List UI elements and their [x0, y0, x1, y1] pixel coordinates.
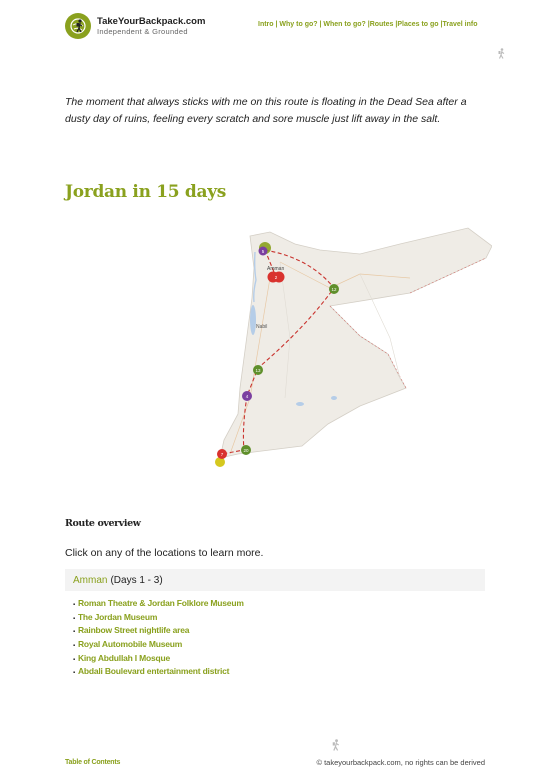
map-marker-7[interactable]: [215, 449, 227, 467]
route-map[interactable]: [210, 218, 492, 480]
section-title: Jordan in 15 days: [65, 182, 227, 202]
dead-sea: [250, 305, 256, 335]
lake: [296, 402, 304, 406]
route-overview-intro: Click on any of the locations to learn more.: [65, 547, 264, 559]
nav-why-to-go[interactable]: Why to go?: [279, 21, 318, 28]
route-overview-title: Route overview: [65, 518, 141, 529]
poi-item[interactable]: ▪ Roman Theatre & Jordan Folklore Museum: [73, 597, 244, 611]
site-logo[interactable]: [65, 13, 205, 39]
lake: [331, 396, 337, 400]
globe-hiker-icon: [65, 13, 91, 39]
map-label-nabil: Nabil: [256, 324, 268, 330]
svg-text:20: 20: [243, 448, 249, 453]
top-navigation: Intro | Why to go? | When to go? |Routes |Places to go |Travel info: [258, 21, 478, 28]
poi-item[interactable]: ▪ Rainbow Street nightlife area: [73, 624, 244, 638]
poi-item[interactable]: ▪ King Abdullah I Mosque: [73, 652, 244, 666]
svg-text:12: 12: [331, 287, 337, 292]
location-accordion-amman[interactable]: [65, 569, 485, 591]
poi-list: [73, 597, 244, 679]
copyright-notice: © takeyourbackpack.com, no rights can be derived: [316, 758, 485, 767]
map-marker-20[interactable]: [241, 445, 251, 455]
location-days: (Days 1 - 3): [110, 574, 163, 586]
map-marker-2[interactable]: [268, 272, 285, 283]
poi-item[interactable]: ▪ Royal Automobile Museum: [73, 638, 244, 652]
nav-routes[interactable]: Routes: [369, 21, 394, 28]
hiker-icon: [331, 738, 341, 756]
poi-item[interactable]: ▪ The Jordan Museum: [73, 611, 244, 625]
svg-text:7: 7: [220, 452, 224, 457]
hiker-icon: [497, 46, 506, 64]
svg-text:2: 2: [274, 275, 278, 280]
map-marker-4[interactable]: [242, 391, 252, 401]
nav-intro[interactable]: Intro: [258, 21, 274, 28]
map-marker-13[interactable]: [253, 365, 263, 375]
logo-subtitle: Independent & Grounded: [97, 27, 188, 36]
svg-text:5: 5: [261, 249, 265, 254]
location-name[interactable]: Amman: [73, 574, 108, 586]
nav-places-to-go[interactable]: Places to go: [397, 21, 439, 28]
map-label-amman: Amman: [267, 266, 285, 272]
route-quote: The moment that always sticks with me on this route is floating in the Dead Sea after a dusty day of ruins, feeling every scratch and sore muscle just lift away in the salt.: [65, 96, 467, 125]
poi-item[interactable]: ▪ Abdali Boulevard entertainment district: [73, 665, 244, 679]
logo-title: TakeYourBackpack.com: [97, 16, 206, 27]
svg-text:13: 13: [255, 368, 261, 373]
map-marker-12[interactable]: [329, 284, 339, 294]
nav-travel-info[interactable]: Travel info: [442, 21, 478, 28]
table-of-contents-link[interactable]: Table of Contents: [65, 759, 121, 766]
nav-when-to-go[interactable]: When to go?: [323, 21, 366, 28]
jordan-land-shape: [220, 228, 492, 458]
svg-text:4: 4: [245, 394, 249, 399]
